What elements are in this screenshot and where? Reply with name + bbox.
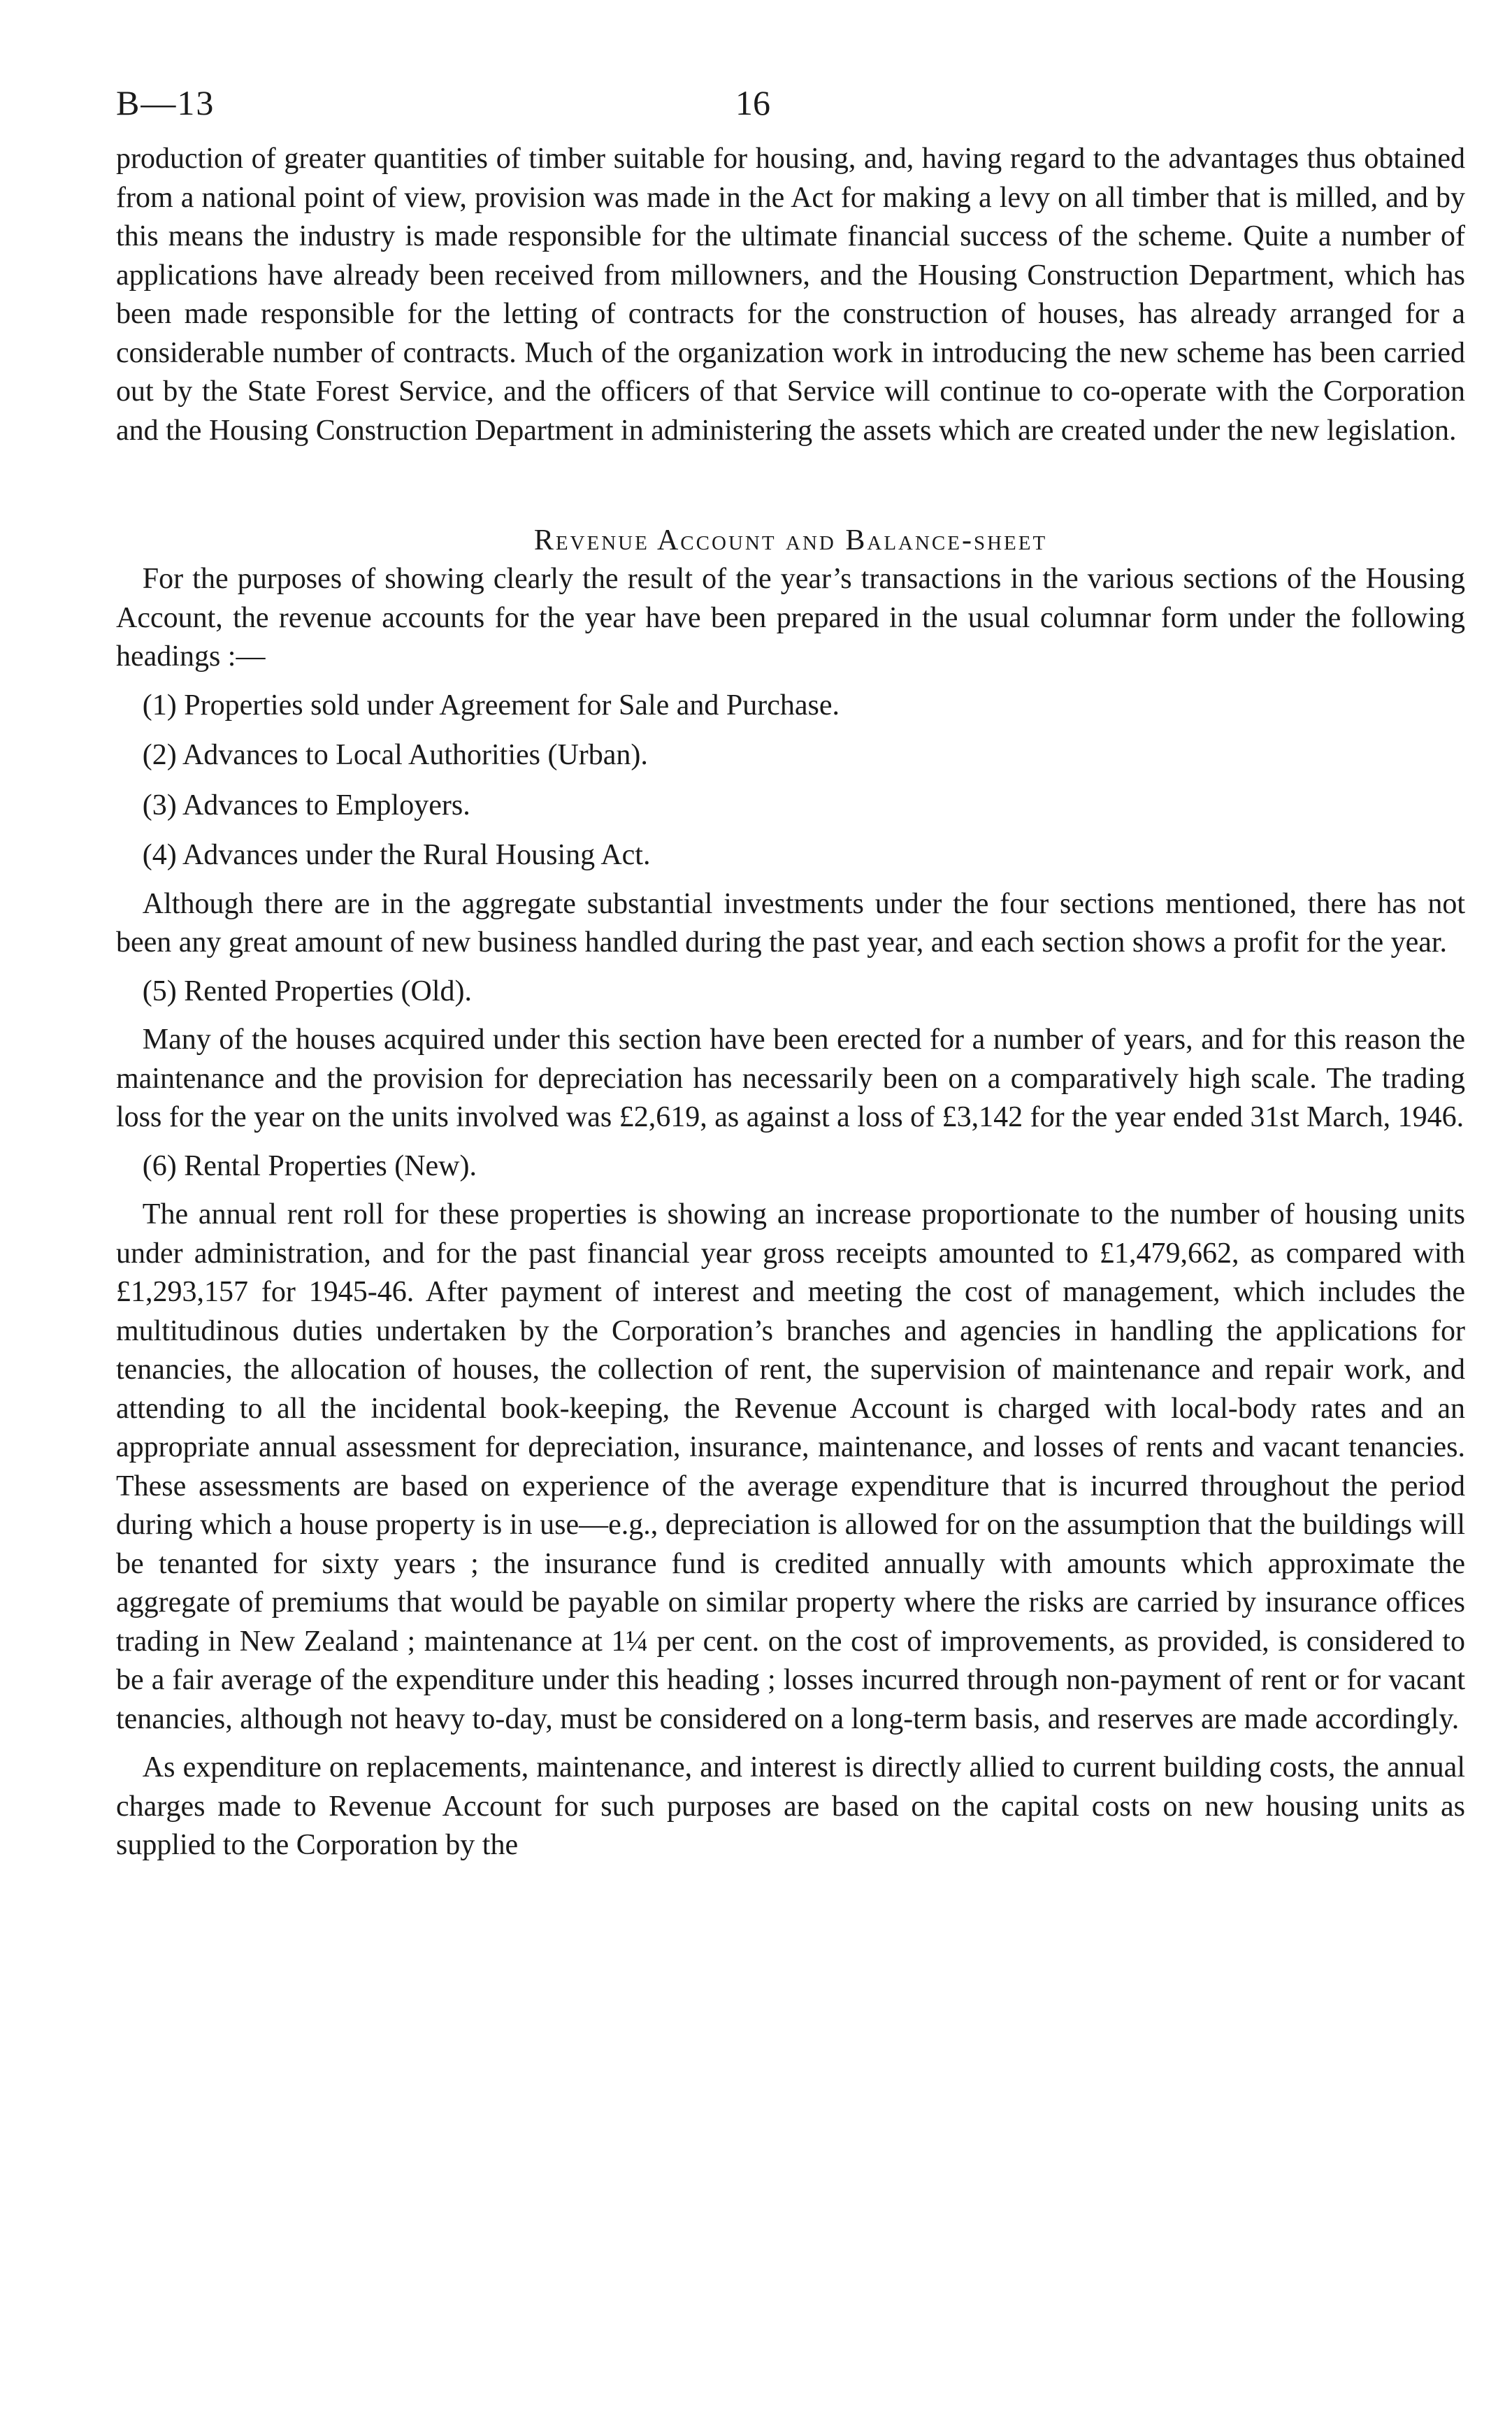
item-6-paragraph: The annual rent roll for these properties is showing an increase proportionate to the number of housing units under administration, and for the past financial year gross receipts amounted to £1,479,662, as compared with £1,293,157 for 1945-46. After payment of interest and meeting the cost of management, which includes the multitudinous duties undertaken by the Corporation’s branches and agencies in handling the applications for tenancies, the allocation of houses, the collection of rent, the supervision of maintenance and repair work, and attending to all the incidental book-keeping, the Revenue Account is charged with local-body rates and an appropriate annual assessment for depreciation, insurance, maintenance, and losses of rents and vacant tenancies. These assessments are based on experience of the average expenditure that is incurred throughout the period during which a house property is in use—e.g., depreciation is allowed for on the assumption that the buildings will be tenanted for sixty years ; the insurance fund is credited annually with amounts which approximate the aggregate of premiums that would be payable on similar property where the risks are carried by insurance offices trading in New Zealand ; maintenance at 1¼ per cent. on the cost of improvements, as provided, is considered to be a fair average of the expenditure under this heading ; losses incurred through non-payment of rent or for vacant tenancies, although not heavy to-day, must be considered on a long-term basis, and reserves are made accordingly. bbox=[116, 1198, 1465, 1735]
list-item: (4) Advances under the Rural Housing Act. bbox=[142, 839, 651, 871]
final-paragraph: As expenditure on replacements, maintenance, and interest is directly allied to current building costs, the annual charges made to Revenue Account for such purposes are based on the capital costs on new housing units as supplied to the Corporation by the bbox=[116, 1751, 1465, 1861]
intro-paragraph: production of greater quantities of timber suitable for housing, and, having regard to the advantages thus obtained from a national point of view, provision was made in the Act for making a levy on all timber that is milled, and by this means the industry is made responsible for the ultimate financial success of the scheme. Quite a number of applications have already been received from millowners, and the Housing Construction Department, which has been made responsible for the letting of contracts for the construction of houses, has already arranged for a considerable number of contracts. Much of the organization work in introducing the new scheme has been carried out by the State Forest Service, and the officers of that Service will continue to co-operate with the Corporation and the Housing Construction Department in administering the assets which are created under the new legislation. bbox=[116, 143, 1465, 447]
section-intro-paragraph: For the purposes of showing clearly the result of the year’s transactions in the various sections of the Housing Account, the revenue accounts for the year have been prepared in the usual columnar form under the following headings :— bbox=[116, 563, 1465, 673]
headings-list bbox=[116, 687, 1465, 875]
item-5-paragraph: Many of the houses acquired under this section have been erected for a number of years, and for this reason the maintenance and the provision for depreciation has necessarily been on a comparatively high scale. The trading loss for the year on the units involved was £2,619, as against a loss of £3,142 for the year ended 31st March, 1946. bbox=[116, 1024, 1465, 1133]
four-sections-paragraph: Although there are in the aggregate substantial investments under the four sections mentioned, there has not been any great amount of new business handled during the past year, and each section shows a profit for the year. bbox=[116, 887, 1465, 959]
document-page bbox=[116, 56, 1465, 1865]
section-heading: Revenue Account and Balance-sheet bbox=[533, 524, 1048, 557]
page-header bbox=[116, 56, 1465, 140]
item-6-heading: (6) Rental Properties (New). bbox=[142, 1149, 477, 1182]
list-item: (1) Properties sold under Agreement for Sale and Purchase. bbox=[142, 689, 840, 722]
document-reference: B—13 bbox=[116, 83, 215, 122]
page-number: 16 bbox=[735, 83, 770, 122]
item-5-heading: (5) Rented Properties (Old). bbox=[142, 975, 473, 1007]
list-item: (3) Advances to Employers. bbox=[142, 789, 470, 821]
list-item: (2) Advances to Local Authorities (Urban). bbox=[142, 739, 648, 771]
body-text bbox=[116, 140, 1465, 1865]
